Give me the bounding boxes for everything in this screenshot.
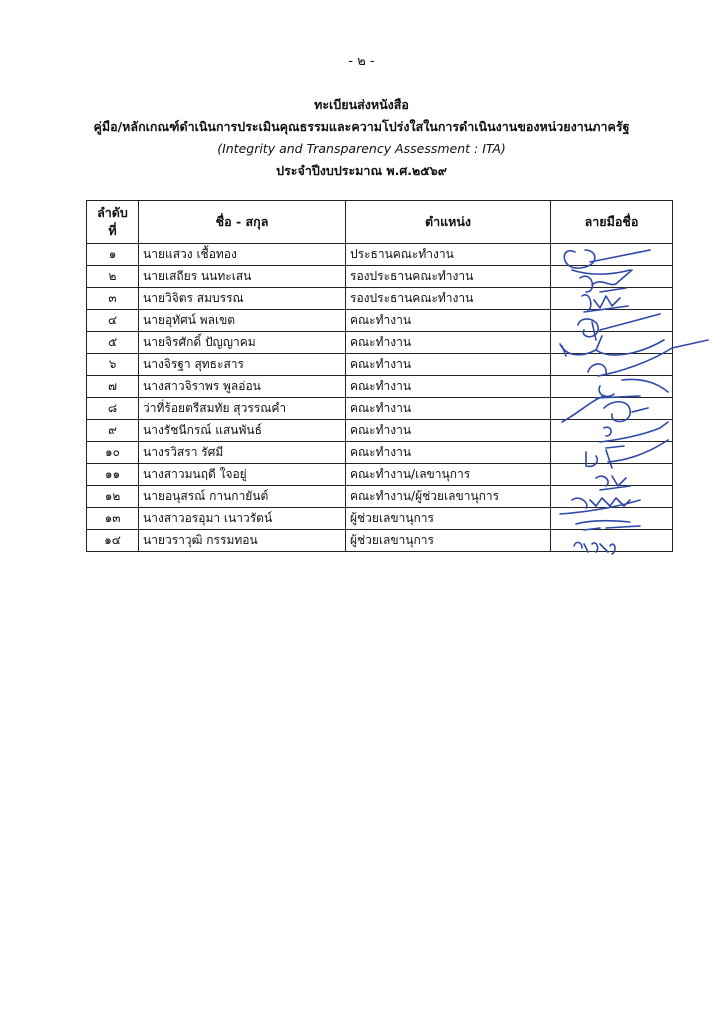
member-name: นายวิจิตร สมบรรณ: [139, 288, 346, 310]
signature-cell: [551, 530, 673, 552]
row-number: ๓: [87, 288, 139, 310]
member-name: นางสาวมนฤดี ใจอยู่: [139, 464, 346, 486]
member-position: รองประธานคณะทำงาน: [346, 288, 551, 310]
member-position: ประธานคณะทำงาน: [346, 244, 551, 266]
member-name: นายอุทัศน์ พลเขต: [139, 310, 346, 332]
row-number: ๑๑: [87, 464, 139, 486]
row-number: ๕: [87, 332, 139, 354]
row-number: ๑๐: [87, 442, 139, 464]
member-position: รองประธานคณะทำงาน: [346, 266, 551, 288]
signature-cell: [551, 244, 673, 266]
document-subtitle: คู่มือ/หลักเกณฑ์ดำเนินการประเมินคุณธรรมและความโปร่งใสในการดำเนินงานของหน่วยงานภาครัฐ: [93, 119, 630, 134]
member-name: ว่าที่ร้อยตรีสมทัย สุวรรณคำ: [139, 398, 346, 420]
member-position: คณะทำงาน/เลขานุการ: [346, 464, 551, 486]
table-row: [87, 288, 673, 310]
signature-table: [86, 200, 673, 552]
member-position: ผู้ช่วยเลขานุการ: [346, 530, 551, 552]
signature-cell: [551, 266, 673, 288]
table-row: [87, 376, 673, 398]
member-position: คณะทำงาน: [346, 332, 551, 354]
member-position: คณะทำงาน: [346, 420, 551, 442]
column-header-signature: ลายมือชื่อ: [551, 201, 673, 244]
table-row: [87, 464, 673, 486]
signature-cell: [551, 420, 673, 442]
member-position: คณะทำงาน: [346, 354, 551, 376]
document-english-title: (Integrity and Transparency Assessment : ITA): [217, 141, 506, 156]
member-name: นายวราวุฒิ กรรมทอน: [139, 530, 346, 552]
row-number: ๗: [87, 376, 139, 398]
column-header-position: ตำแหน่ง: [346, 201, 551, 244]
table-row: [87, 354, 673, 376]
table-header-row: [87, 201, 673, 244]
member-name: นายเสถียร นนทะเสน: [139, 266, 346, 288]
member-name: นางจิรฐา สุทธะสาร: [139, 354, 346, 376]
member-name: นายจิรศักดิ์ ปัญญาคม: [139, 332, 346, 354]
signature-cell: [551, 508, 673, 530]
row-number: ๒: [87, 266, 139, 288]
member-position: ผู้ช่วยเลขานุการ: [346, 508, 551, 530]
column-header-number: ลำดับ ที่: [87, 201, 139, 244]
member-position: คณะทำงาน: [346, 398, 551, 420]
member-name: นางสาวอรอุมา เนาวรัตน์: [139, 508, 346, 530]
document-title: ทะเบียนส่งหนังสือ: [314, 97, 409, 112]
signature-cell: [551, 354, 673, 376]
signature-cell: [551, 486, 673, 508]
table-row: [87, 508, 673, 530]
table-row: [87, 266, 673, 288]
row-number: ๘: [87, 398, 139, 420]
signature-cell: [551, 464, 673, 486]
member-name: นางรวิสรา รัศมี: [139, 442, 346, 464]
signature-cell: [551, 288, 673, 310]
row-number: ๖: [87, 354, 139, 376]
member-position: คณะทำงาน: [346, 442, 551, 464]
row-number: ๑๔: [87, 530, 139, 552]
table-row: [87, 420, 673, 442]
table-row: [87, 530, 673, 552]
table-row: [87, 486, 673, 508]
table-row: [87, 244, 673, 266]
signature-cell: [551, 332, 673, 354]
row-number: ๔: [87, 310, 139, 332]
member-position: คณะทำงาน: [346, 376, 551, 398]
table-row: [87, 310, 673, 332]
signature-cell: [551, 398, 673, 420]
member-position: คณะทำงาน: [346, 310, 551, 332]
table-row: [87, 332, 673, 354]
column-header-name: ชื่อ - สกุล: [139, 201, 346, 244]
member-name: นางรัชนีกรณ์ แสนพันธ์: [139, 420, 346, 442]
member-name: นางสาวจิราพร พูลอ่อน: [139, 376, 346, 398]
page-number: - ๒ -: [348, 54, 375, 69]
fiscal-year: ประจำปีงบประมาณ พ.ศ.๒๕๖๙: [276, 163, 447, 178]
member-position: คณะทำงาน/ผู้ช่วยเลขานุการ: [346, 486, 551, 508]
signature-cell: [551, 376, 673, 398]
table-row: [87, 442, 673, 464]
row-number: ๑๓: [87, 508, 139, 530]
row-number: ๑๒: [87, 486, 139, 508]
row-number: ๙: [87, 420, 139, 442]
table-row: [87, 398, 673, 420]
signature-cell: [551, 310, 673, 332]
row-number: ๑: [87, 244, 139, 266]
member-name: นายอนุสรณ์ กานกายันต์: [139, 486, 346, 508]
member-name: นายแสวง เชื้อทอง: [139, 244, 346, 266]
signature-cell: [551, 442, 673, 464]
